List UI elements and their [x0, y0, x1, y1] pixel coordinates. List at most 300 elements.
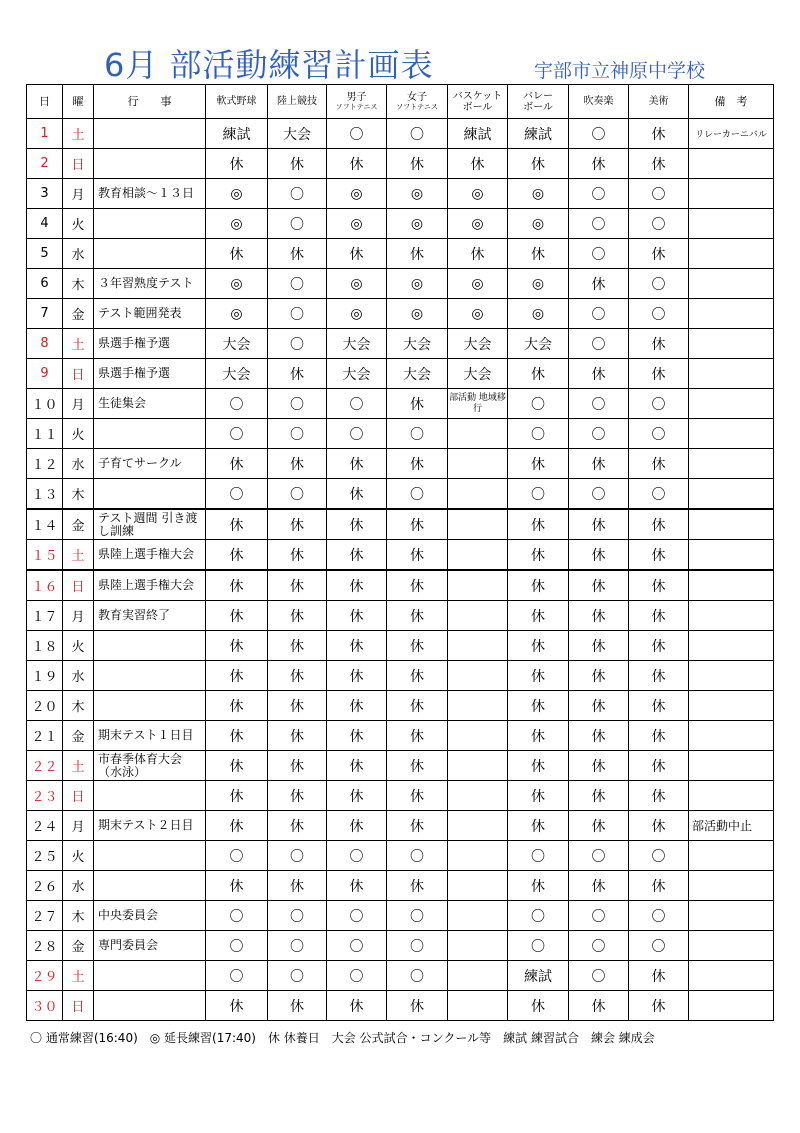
- weekday-cell: 金: [63, 931, 94, 961]
- club-status-cell: [448, 721, 508, 751]
- club-status-cell: 〇: [629, 269, 689, 299]
- club-status-cell: 〇: [327, 901, 387, 931]
- header-club: [629, 85, 689, 119]
- note-cell: [689, 991, 774, 1021]
- event-cell: 子育てサークル: [94, 449, 206, 479]
- club-status-cell: 休: [387, 509, 448, 540]
- header-club-line1: 軟式野球: [216, 96, 257, 107]
- club-status-cell: 休: [629, 871, 689, 901]
- weekday-cell: 火: [63, 631, 94, 661]
- note-cell: [689, 661, 774, 691]
- club-status-cell: 休: [569, 871, 629, 901]
- event-cell: [94, 149, 206, 179]
- club-status-cell: 練試: [448, 119, 508, 149]
- club-status-cell: 〇: [629, 901, 689, 931]
- weekday-cell: 木: [63, 901, 94, 931]
- event-cell: 県陸上選手権大会: [94, 570, 206, 601]
- day-cell: ２２: [27, 751, 63, 781]
- club-status-cell: 〇: [387, 931, 448, 961]
- weekday-cell: 日: [63, 359, 94, 389]
- club-status-cell: 休: [508, 601, 569, 631]
- club-status-cell: 休: [327, 631, 387, 661]
- club-status-cell: 休: [206, 691, 268, 721]
- weekday-cell: 土: [63, 329, 94, 359]
- club-status-cell: 休: [508, 239, 569, 269]
- day-cell: ２７: [27, 901, 63, 931]
- table-row: [27, 721, 774, 751]
- day-cell: １９: [27, 661, 63, 691]
- club-status-cell: [448, 661, 508, 691]
- header-club: [206, 85, 268, 119]
- club-status-cell: 練試: [508, 119, 569, 149]
- club-status-cell: 休: [629, 961, 689, 991]
- club-status-cell: 練試: [508, 961, 569, 991]
- weekday-cell: 木: [63, 479, 94, 510]
- club-status-cell: ◎: [508, 209, 569, 239]
- club-status-cell: 〇: [569, 299, 629, 329]
- club-status-cell: 休: [387, 691, 448, 721]
- club-status-cell: 休: [268, 509, 327, 540]
- club-status-cell: 休: [268, 449, 327, 479]
- note-cell: [689, 359, 774, 389]
- table-row: [27, 299, 774, 329]
- schedule-body: [27, 119, 774, 1021]
- club-status-cell: 休: [508, 691, 569, 721]
- day-cell: 9: [27, 359, 63, 389]
- day-cell: １３: [27, 479, 63, 510]
- event-cell: [94, 781, 206, 811]
- note-cell: [689, 691, 774, 721]
- header-club-line2: ソフトテニス: [335, 102, 378, 111]
- club-status-cell: ◎: [206, 179, 268, 209]
- club-status-cell: 〇: [569, 179, 629, 209]
- day-cell: ２４: [27, 811, 63, 841]
- club-status-cell: 休: [206, 751, 268, 781]
- table-row: [27, 691, 774, 721]
- table-row: [27, 509, 774, 540]
- note-cell: [689, 601, 774, 631]
- club-status-cell: 休: [327, 871, 387, 901]
- club-status-cell: 〇: [508, 841, 569, 871]
- club-status-cell: 休: [327, 540, 387, 571]
- weekday-cell: 土: [63, 961, 94, 991]
- club-status-cell: 大会: [387, 359, 448, 389]
- weekday-cell: 水: [63, 449, 94, 479]
- club-status-cell: [448, 691, 508, 721]
- club-status-cell: 〇: [206, 841, 268, 871]
- club-status-cell: 〇: [206, 479, 268, 510]
- club-status-cell: 休: [206, 631, 268, 661]
- club-status-cell: 大会: [508, 329, 569, 359]
- club-status-cell: 〇: [206, 931, 268, 961]
- day-cell: １６: [27, 570, 63, 601]
- club-status-cell: 休: [268, 239, 327, 269]
- club-status-cell: 〇: [508, 389, 569, 419]
- weekday-cell: 土: [63, 540, 94, 571]
- club-status-cell: 休: [629, 721, 689, 751]
- day-cell: ２８: [27, 931, 63, 961]
- note-cell: [689, 931, 774, 961]
- event-cell: [94, 961, 206, 991]
- club-status-cell: 休: [206, 509, 268, 540]
- event-cell: ３年習熟度テスト: [94, 269, 206, 299]
- club-status-cell: 休: [629, 691, 689, 721]
- club-status-cell: 休: [206, 871, 268, 901]
- club-status-cell: 休: [268, 751, 327, 781]
- header-weekday: 曜: [63, 85, 94, 119]
- club-status-cell: 休: [569, 721, 629, 751]
- club-status-cell: 休: [569, 781, 629, 811]
- club-status-cell: 休: [629, 149, 689, 179]
- weekday-cell: 火: [63, 209, 94, 239]
- club-status-cell: ◎: [206, 269, 268, 299]
- club-status-cell: 休: [268, 359, 327, 389]
- club-status-cell: 休: [206, 811, 268, 841]
- header-day: 日: [27, 85, 63, 119]
- header-club: [569, 85, 629, 119]
- day-cell: 7: [27, 299, 63, 329]
- table-row: [27, 119, 774, 149]
- day-cell: 8: [27, 329, 63, 359]
- club-status-cell: 休: [387, 601, 448, 631]
- day-cell: ２３: [27, 781, 63, 811]
- club-status-cell: 休: [268, 661, 327, 691]
- club-status-cell: 部活動 地域移行: [448, 389, 508, 419]
- header-club-line2: ボール: [523, 101, 553, 113]
- club-status-cell: 〇: [206, 419, 268, 449]
- weekday-cell: 金: [63, 509, 94, 540]
- club-status-cell: 休: [629, 601, 689, 631]
- event-cell: [94, 691, 206, 721]
- event-cell: テスト範囲発表: [94, 299, 206, 329]
- club-status-cell: 休: [569, 570, 629, 601]
- club-status-cell: 大会: [206, 359, 268, 389]
- club-status-cell: [448, 601, 508, 631]
- club-status-cell: 休: [206, 540, 268, 571]
- club-status-cell: 休: [629, 449, 689, 479]
- day-cell: １２: [27, 449, 63, 479]
- table-row: [27, 601, 774, 631]
- club-status-cell: 〇: [508, 419, 569, 449]
- header-event: 行 事: [94, 85, 206, 119]
- event-cell: 県陸上選手権大会: [94, 540, 206, 571]
- club-status-cell: 〇: [206, 901, 268, 931]
- header-note: 備 考: [689, 85, 774, 119]
- club-status-cell: [448, 841, 508, 871]
- weekday-cell: 木: [63, 691, 94, 721]
- club-status-cell: ◎: [387, 209, 448, 239]
- event-cell: [94, 841, 206, 871]
- note-cell: [689, 149, 774, 179]
- club-status-cell: ◎: [448, 269, 508, 299]
- club-status-cell: 大会: [448, 329, 508, 359]
- club-status-cell: 〇: [508, 931, 569, 961]
- club-status-cell: 休: [268, 691, 327, 721]
- club-status-cell: ◎: [508, 269, 569, 299]
- club-status-cell: 〇: [268, 479, 327, 510]
- club-status-cell: 休: [206, 570, 268, 601]
- club-status-cell: 休: [387, 811, 448, 841]
- weekday-cell: 土: [63, 751, 94, 781]
- club-status-cell: 休: [629, 509, 689, 540]
- club-status-cell: ◎: [508, 299, 569, 329]
- table-row: [27, 239, 774, 269]
- club-status-cell: 休: [508, 991, 569, 1021]
- day-cell: ２９: [27, 961, 63, 991]
- header-club: [448, 85, 508, 119]
- club-status-cell: 休: [206, 661, 268, 691]
- club-status-cell: ◎: [327, 209, 387, 239]
- club-status-cell: 〇: [569, 961, 629, 991]
- weekday-cell: 水: [63, 871, 94, 901]
- club-status-cell: [448, 811, 508, 841]
- weekday-cell: 金: [63, 299, 94, 329]
- club-status-cell: 〇: [629, 299, 689, 329]
- club-status-cell: 〇: [569, 931, 629, 961]
- club-status-cell: 休: [206, 149, 268, 179]
- weekday-cell: 日: [63, 781, 94, 811]
- header-club-line1: 美術: [648, 96, 669, 107]
- club-status-cell: 大会: [327, 329, 387, 359]
- table-row: [27, 540, 774, 571]
- club-status-cell: 休: [327, 479, 387, 510]
- club-status-cell: 休: [387, 781, 448, 811]
- club-status-cell: ◎: [327, 299, 387, 329]
- header-club-line1: バスケット: [452, 90, 503, 102]
- club-status-cell: [448, 991, 508, 1021]
- day-cell: ２０: [27, 691, 63, 721]
- day-cell: １１: [27, 419, 63, 449]
- weekday-cell: 火: [63, 841, 94, 871]
- day-cell: 6: [27, 269, 63, 299]
- club-status-cell: 休: [569, 509, 629, 540]
- event-cell: [94, 631, 206, 661]
- club-status-cell: 休: [629, 751, 689, 781]
- club-status-cell: 休: [327, 449, 387, 479]
- club-status-cell: ◎: [387, 269, 448, 299]
- club-status-cell: 休: [508, 449, 569, 479]
- club-status-cell: 休: [508, 781, 569, 811]
- header-row: [27, 85, 774, 119]
- club-status-cell: ◎: [508, 179, 569, 209]
- club-status-cell: 休: [569, 540, 629, 571]
- note-cell: 部活動中止: [689, 811, 774, 841]
- header-club: [327, 85, 387, 119]
- club-status-cell: 大会: [268, 119, 327, 149]
- club-status-cell: 休: [206, 721, 268, 751]
- club-status-cell: 休: [569, 661, 629, 691]
- club-status-cell: 〇: [268, 419, 327, 449]
- day-cell: 5: [27, 239, 63, 269]
- note-cell: [689, 419, 774, 449]
- header-club: [387, 85, 448, 119]
- club-status-cell: 〇: [327, 389, 387, 419]
- club-status-cell: 〇: [569, 119, 629, 149]
- club-status-cell: 休: [387, 149, 448, 179]
- note-cell: [689, 961, 774, 991]
- day-cell: ３０: [27, 991, 63, 1021]
- club-status-cell: 〇: [569, 209, 629, 239]
- club-status-cell: 〇: [268, 209, 327, 239]
- club-status-cell: 〇: [387, 901, 448, 931]
- club-status-cell: 〇: [268, 961, 327, 991]
- weekday-cell: 月: [63, 389, 94, 419]
- header-club: [268, 85, 327, 119]
- club-status-cell: 休: [508, 721, 569, 751]
- club-status-cell: 休: [206, 601, 268, 631]
- club-status-cell: ◎: [327, 269, 387, 299]
- club-status-cell: 〇: [569, 239, 629, 269]
- club-status-cell: 〇: [206, 389, 268, 419]
- event-cell: 期末テスト２日目: [94, 811, 206, 841]
- note-cell: [689, 509, 774, 540]
- weekday-cell: 土: [63, 119, 94, 149]
- club-status-cell: 〇: [206, 961, 268, 991]
- note-cell: リレーカーニバル: [689, 119, 774, 149]
- club-status-cell: 休: [508, 811, 569, 841]
- club-status-cell: 休: [448, 149, 508, 179]
- club-status-cell: 〇: [268, 389, 327, 419]
- day-cell: ２５: [27, 841, 63, 871]
- table-row: [27, 570, 774, 601]
- club-status-cell: 休: [268, 991, 327, 1021]
- weekday-cell: 月: [63, 811, 94, 841]
- note-cell: [689, 269, 774, 299]
- club-status-cell: 〇: [268, 179, 327, 209]
- club-status-cell: [448, 509, 508, 540]
- day-cell: 3: [27, 179, 63, 209]
- club-status-cell: 休: [268, 811, 327, 841]
- table-row: [27, 901, 774, 931]
- note-cell: [689, 570, 774, 601]
- note-cell: [689, 209, 774, 239]
- event-cell: 中央委員会: [94, 901, 206, 931]
- club-status-cell: 〇: [268, 269, 327, 299]
- club-status-cell: 〇: [387, 119, 448, 149]
- day-cell: 2: [27, 149, 63, 179]
- club-status-cell: [448, 751, 508, 781]
- note-cell: [689, 781, 774, 811]
- club-status-cell: 〇: [569, 841, 629, 871]
- club-status-cell: 休: [387, 991, 448, 1021]
- table-row: [27, 931, 774, 961]
- club-status-cell: 休: [569, 631, 629, 661]
- club-status-cell: 〇: [327, 931, 387, 961]
- club-status-cell: 休: [327, 721, 387, 751]
- club-status-cell: 休: [448, 239, 508, 269]
- day-cell: ２１: [27, 721, 63, 751]
- day-cell: 4: [27, 209, 63, 239]
- note-cell: [689, 299, 774, 329]
- table-row: [27, 329, 774, 359]
- note-cell: [689, 449, 774, 479]
- club-status-cell: ◎: [387, 179, 448, 209]
- club-status-cell: 休: [629, 329, 689, 359]
- club-status-cell: 休: [629, 991, 689, 1021]
- club-status-cell: 〇: [508, 479, 569, 510]
- note-cell: [689, 901, 774, 931]
- club-status-cell: 休: [206, 781, 268, 811]
- club-status-cell: 休: [387, 721, 448, 751]
- event-cell: [94, 479, 206, 510]
- event-cell: 教育相談～１３日: [94, 179, 206, 209]
- club-status-cell: 休: [508, 509, 569, 540]
- club-status-cell: 休: [629, 540, 689, 571]
- weekday-cell: 火: [63, 419, 94, 449]
- note-cell: [689, 721, 774, 751]
- table-row: [27, 871, 774, 901]
- club-status-cell: 〇: [629, 931, 689, 961]
- table-row: [27, 661, 774, 691]
- club-status-cell: ◎: [206, 209, 268, 239]
- club-status-cell: 休: [569, 691, 629, 721]
- event-cell: テスト週間 引き渡し訓練: [94, 509, 206, 540]
- club-status-cell: 〇: [327, 961, 387, 991]
- weekday-cell: 金: [63, 721, 94, 751]
- table-row: [27, 449, 774, 479]
- day-cell: １５: [27, 540, 63, 571]
- club-status-cell: 〇: [569, 901, 629, 931]
- club-status-cell: 〇: [327, 841, 387, 871]
- club-status-cell: 休: [387, 570, 448, 601]
- club-status-cell: 〇: [268, 329, 327, 359]
- club-status-cell: 〇: [387, 961, 448, 991]
- day-cell: １４: [27, 509, 63, 540]
- club-status-cell: 〇: [629, 179, 689, 209]
- club-status-cell: 休: [508, 570, 569, 601]
- club-status-cell: 休: [569, 601, 629, 631]
- club-status-cell: ◎: [206, 299, 268, 329]
- club-status-cell: 休: [387, 631, 448, 661]
- club-status-cell: 〇: [387, 841, 448, 871]
- page-title: 6月 部活動練習計画表: [104, 46, 434, 84]
- club-status-cell: 休: [327, 509, 387, 540]
- club-status-cell: 休: [327, 570, 387, 601]
- club-status-cell: 〇: [629, 841, 689, 871]
- weekday-cell: 日: [63, 570, 94, 601]
- event-cell: 生徒集会: [94, 389, 206, 419]
- club-status-cell: 休: [387, 751, 448, 781]
- club-status-cell: 〇: [268, 901, 327, 931]
- header-club-line1: 女子: [407, 91, 427, 103]
- practice-schedule-table: [26, 84, 774, 1021]
- table-row: [27, 961, 774, 991]
- event-cell: 教育実習終了: [94, 601, 206, 631]
- day-cell: １７: [27, 601, 63, 631]
- club-status-cell: 休: [387, 449, 448, 479]
- club-status-cell: 休: [268, 540, 327, 571]
- club-status-cell: 休: [629, 119, 689, 149]
- event-cell: [94, 209, 206, 239]
- weekday-cell: 水: [63, 661, 94, 691]
- note-cell: [689, 479, 774, 510]
- table-row: [27, 209, 774, 239]
- club-status-cell: 休: [569, 269, 629, 299]
- day-cell: １８: [27, 631, 63, 661]
- club-status-cell: 休: [508, 540, 569, 571]
- header-club-line2: ソフトテニス: [396, 102, 438, 111]
- event-cell: 県選手権予選: [94, 359, 206, 389]
- club-status-cell: [448, 871, 508, 901]
- day-cell: ２６: [27, 871, 63, 901]
- club-status-cell: 休: [206, 449, 268, 479]
- club-status-cell: 休: [629, 781, 689, 811]
- club-status-cell: 休: [268, 721, 327, 751]
- club-status-cell: 休: [629, 811, 689, 841]
- event-cell: [94, 239, 206, 269]
- note-cell: [689, 841, 774, 871]
- event-cell: 専門委員会: [94, 931, 206, 961]
